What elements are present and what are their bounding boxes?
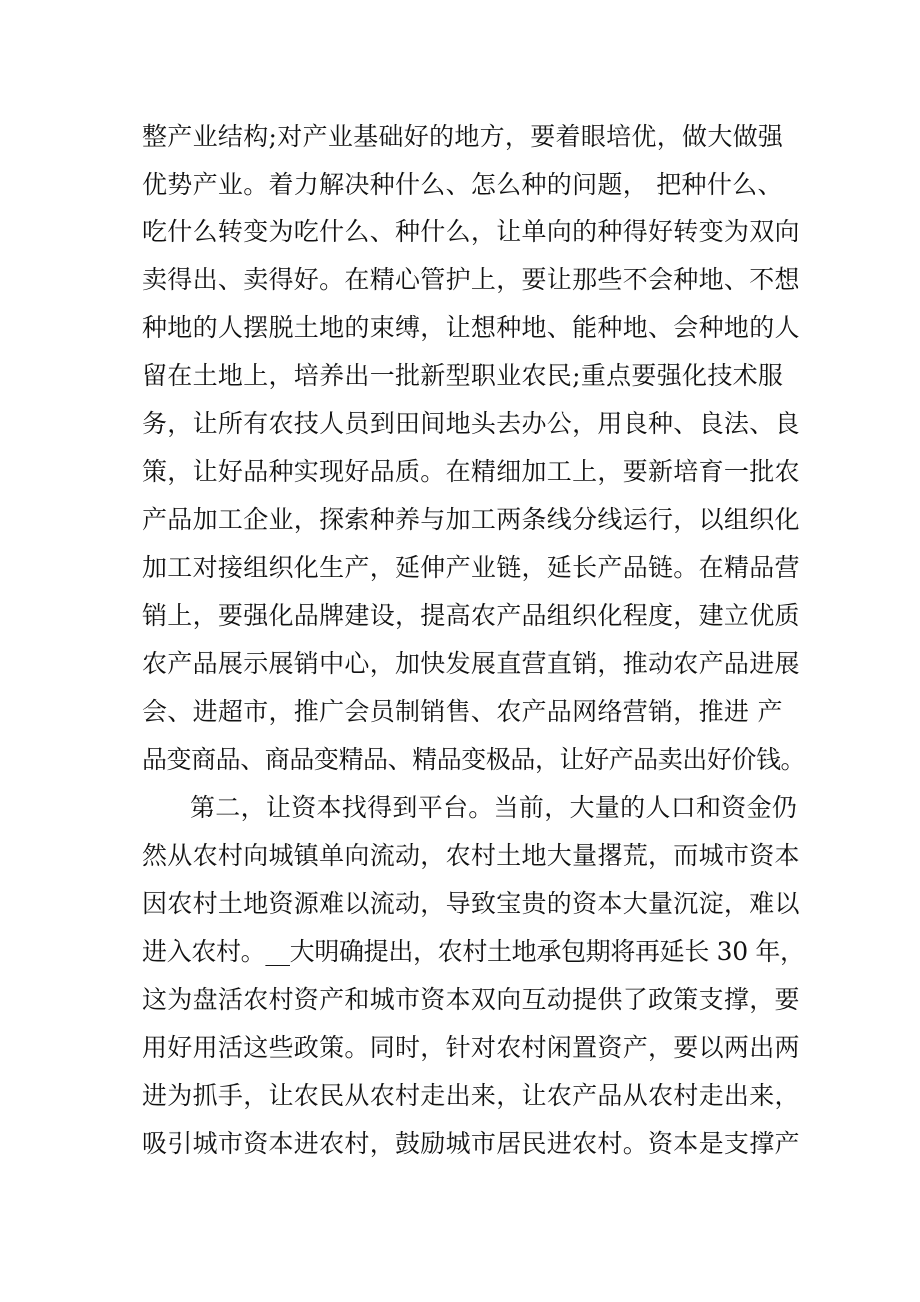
text-line: 因农村土地资源难以流动，导致宝贵的资本大量沉淀，难以 xyxy=(142,889,800,918)
text-line: 吃什么转变为吃什么、种什么，让单向的种得好转变为双向 xyxy=(142,217,800,246)
text-line: 产品加工企业，探索种养与加工两条线分线运行，以组织化 xyxy=(142,505,800,534)
text-line: 品变商品、商品变精品、精品变极品，让好产品卖出好价钱。 xyxy=(142,745,806,774)
text-line: 务，让所有农技人员到田间地头去办公，用良种、良法、良 xyxy=(142,409,800,438)
text-line: 这为盘活农村资产和城市资本双向互动提供了政策支撑，要 xyxy=(142,985,800,1014)
text-line: 卖得出、卖得好。在精心管护上，要让那些不会种地、不想 xyxy=(142,265,800,294)
text-line: 策，让好品种实现好品质。在精细加工上，要新培育一批农 xyxy=(142,457,800,486)
text-line: 吸引城市资本进农村，鼓励城市居民进农村。资本是支撑产 xyxy=(142,1129,800,1158)
text-line: 进为抓手，让农民从农村走出来，让农产品从农村走出来， xyxy=(142,1081,800,1110)
text-line: 留在土地上，培养出一批新型职业农民;重点要强化技术服 xyxy=(142,361,784,390)
text-line: 然从农村向城镇单向流动，农村土地大量撂荒，而城市资本 xyxy=(142,841,800,870)
paragraph-first-line: 第二，让资本找得到平台。当前，大量的人口和资金仍 xyxy=(190,793,798,822)
text-line: 整产业结构;对产业基础好的地方，要着眼培优，做大做强 xyxy=(142,122,784,151)
text-line: 农产品展示展销中心，加快发展直营直销，推动农产品进展 xyxy=(142,649,800,678)
text-line: 销上，要强化品牌建设，提高农产品组织化程度，建立优质 xyxy=(142,601,800,630)
text-line: 用好用活这些政策。同时，针对农村闲置资产，要以两出两 xyxy=(142,1033,800,1062)
text-line: 加工对接组织化生产，延伸产业链，延长产品链。在精品营 xyxy=(142,553,800,582)
text-line: 优势产业。着力解决种什么、怎么种的问题， 把种什么、 xyxy=(142,170,783,199)
text-line: 种地的人摆脱土地的束缚，让想种地、能种地、会种地的人 xyxy=(142,313,800,342)
text-line: 进入农村。__大明确提出，农村土地承包期将再延长 30 年， xyxy=(142,937,805,966)
text-line: 会、进超市，推广会员制销售、农产品网络营销，推进 产 xyxy=(142,697,783,726)
